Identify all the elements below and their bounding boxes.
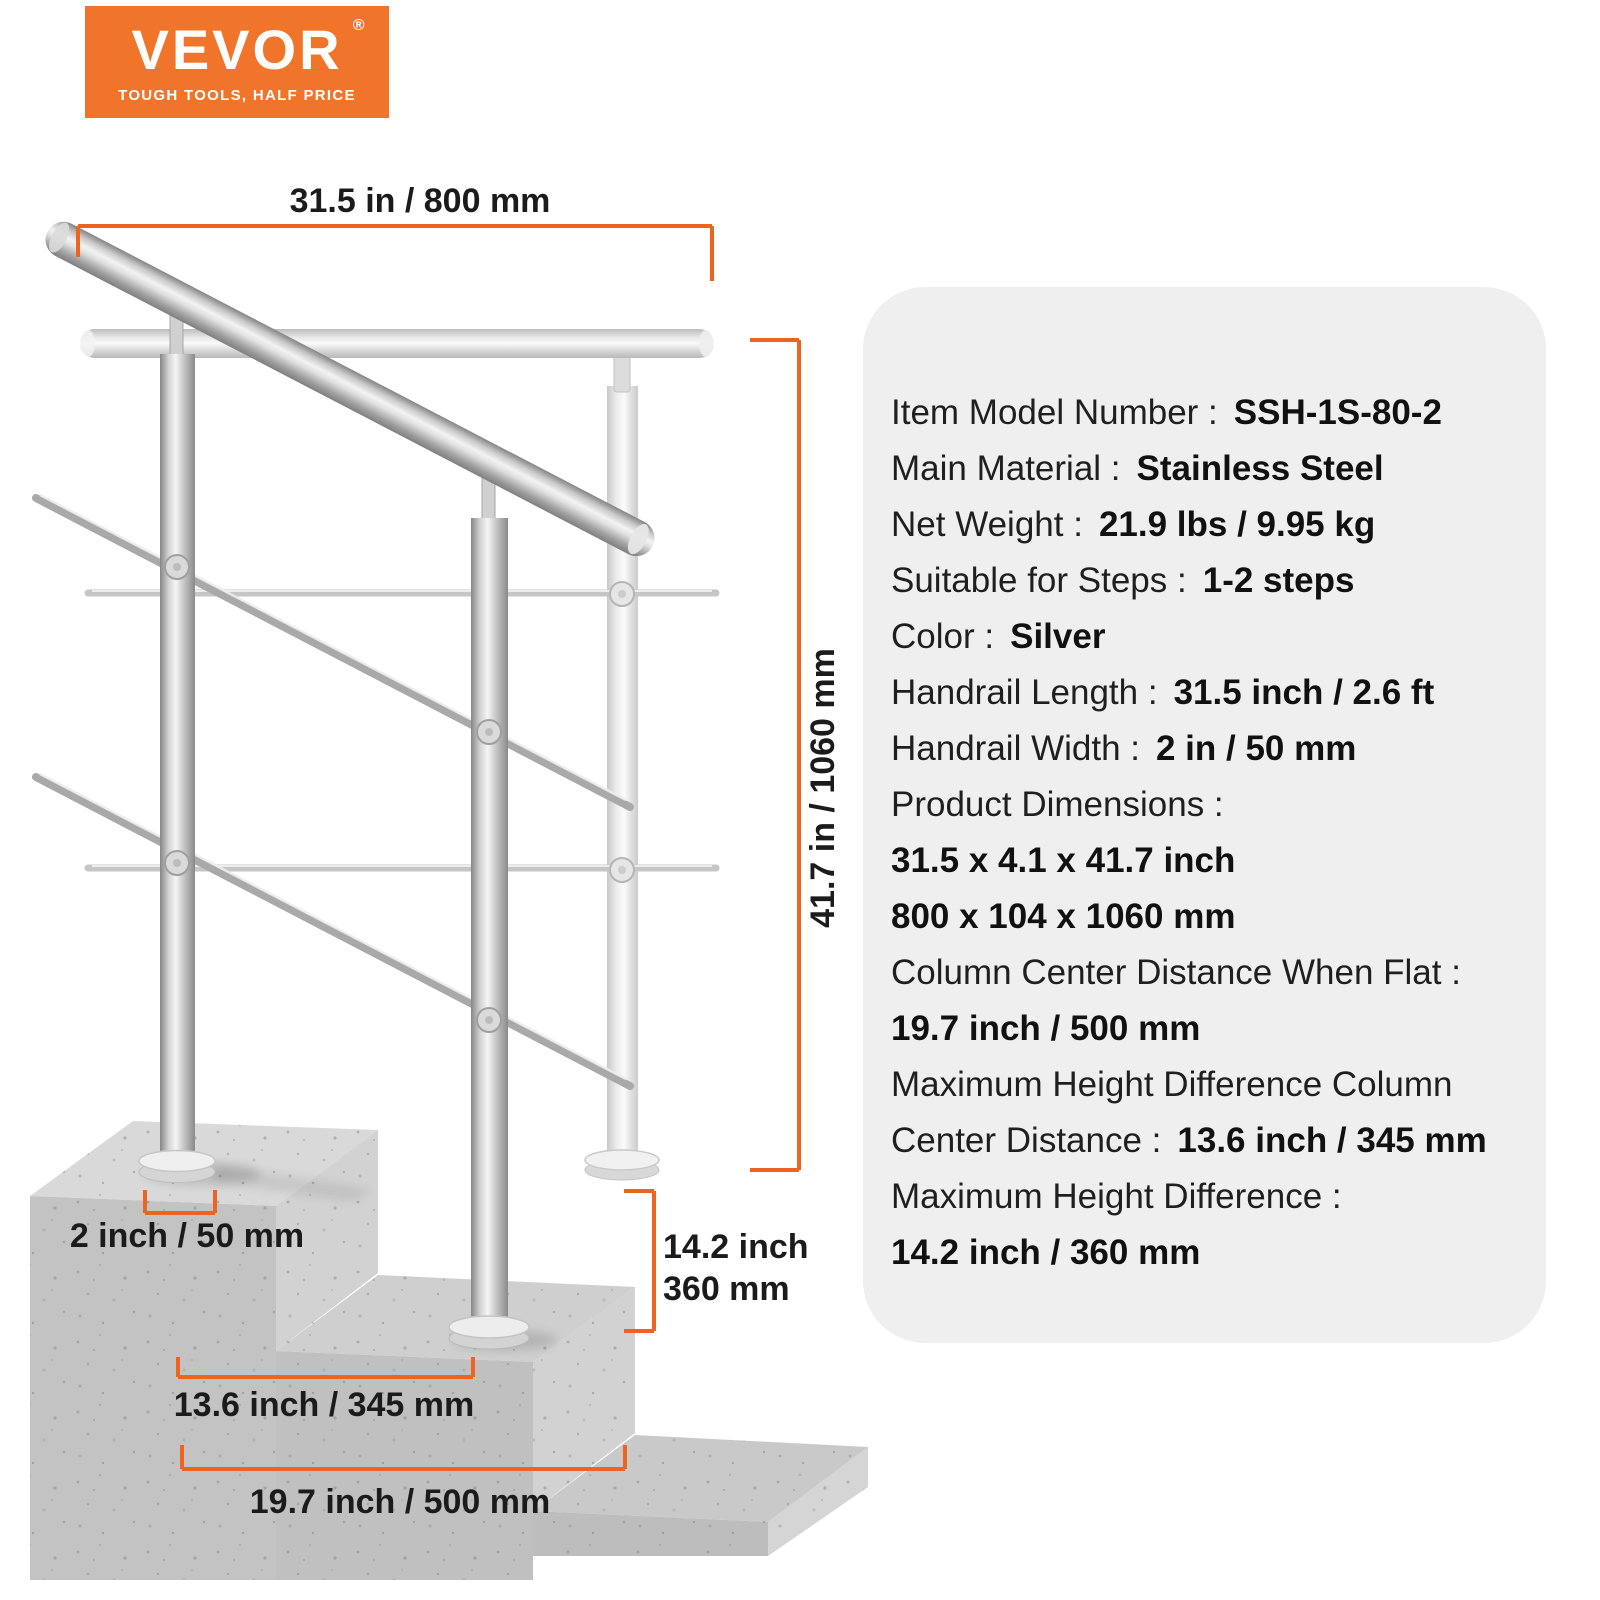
spec-line-model bbox=[891, 385, 1536, 441]
dimension-line-width bbox=[78, 226, 712, 281]
spec-label: Product Dimensions : bbox=[891, 785, 1224, 824]
spec-label: Color : bbox=[891, 617, 995, 656]
spec-value: 2 in / 50 mm bbox=[1155, 729, 1357, 768]
dimension-label-width: 31.5 in / 800 mm bbox=[289, 182, 551, 220]
spec-line-column-distance-value bbox=[891, 1001, 1536, 1057]
spec-value: 800 x 104 x 1060 mm bbox=[891, 897, 1236, 936]
spec-line-center-distance bbox=[891, 1113, 1536, 1169]
post-left bbox=[160, 354, 195, 1160]
crossbar-highlight bbox=[40, 774, 626, 1079]
spec-line-color bbox=[891, 609, 1536, 665]
bar-mount-center bbox=[173, 563, 181, 571]
ghost-bar-mount-center bbox=[618, 590, 626, 598]
spec-label: Handrail Width : bbox=[891, 729, 1140, 768]
spec-value: Stainless Steel bbox=[1136, 449, 1384, 488]
brand-tagline: TOUGH TOOLS, HALF PRICE bbox=[118, 87, 356, 104]
spec-line-dimensions-title bbox=[891, 777, 1536, 833]
spec-panel bbox=[863, 287, 1546, 1343]
spec-line-column-distance-title bbox=[891, 945, 1536, 1001]
ghost-bar-mount-center bbox=[618, 866, 626, 874]
dimension-line-height bbox=[750, 340, 799, 1170]
handrail-sloped bbox=[39, 216, 661, 563]
spec-label: Maximum Height Difference Column bbox=[891, 1065, 1453, 1104]
spec-line-width bbox=[891, 721, 1536, 777]
crossbar-diagonal bbox=[36, 777, 630, 1086]
dimension-label-flat-distance: 19.7 inch / 500 mm bbox=[249, 1483, 551, 1521]
spec-value: 19.7 inch / 500 mm bbox=[891, 1009, 1201, 1048]
spec-line-material bbox=[891, 441, 1536, 497]
spec-value: 13.6 inch / 345 mm bbox=[1177, 1121, 1487, 1160]
spec-line-steps bbox=[891, 553, 1536, 609]
base-plate-top bbox=[139, 1151, 215, 1172]
spec-value: 1-2 steps bbox=[1202, 561, 1355, 600]
spec-label: Item Model Number : bbox=[891, 393, 1218, 432]
dimension-label-height: 41.7 in / 1060 mm bbox=[804, 648, 842, 928]
spec-label: Maximum Height Difference : bbox=[891, 1177, 1342, 1216]
spec-line-length bbox=[891, 665, 1536, 721]
spec-line-max-diff-column bbox=[891, 1057, 1536, 1113]
bar-mount-center bbox=[485, 728, 493, 736]
dimension-label-base: 2 inch / 50 mm bbox=[69, 1217, 305, 1255]
spec-label: Center Distance : bbox=[891, 1121, 1162, 1160]
spec-value: SSH-1S-80-2 bbox=[1233, 393, 1442, 432]
spec-line-max-diff-title bbox=[891, 1169, 1536, 1225]
post-middle bbox=[471, 518, 508, 1325]
spec-value: Silver bbox=[1010, 617, 1106, 656]
dimension-label-step-height-2: 360 mm bbox=[663, 1270, 790, 1308]
spec-line-dimensions-inch bbox=[891, 833, 1536, 889]
spec-value: 21.9 lbs / 9.95 kg bbox=[1098, 505, 1376, 544]
brand-text: VEVOR bbox=[131, 18, 343, 81]
spec-label: Main Material : bbox=[891, 449, 1121, 488]
dimension-label-step-height-1: 14.2 inch bbox=[663, 1228, 809, 1266]
dimension-label-column-distance: 13.6 inch / 345 mm bbox=[173, 1386, 475, 1424]
spec-label: Column Center Distance When Flat : bbox=[891, 953, 1461, 992]
registered-mark: ® bbox=[352, 17, 365, 34]
crossbar-diagonal bbox=[36, 498, 630, 807]
spec-label: Suitable for Steps : bbox=[891, 561, 1187, 600]
spec-value: 31.5 x 4.1 x 41.7 inch bbox=[891, 841, 1236, 880]
ghost-rail-endcap bbox=[81, 330, 95, 357]
crossbar-highlight bbox=[40, 495, 626, 800]
spec-label: Handrail Length : bbox=[891, 673, 1158, 712]
bar-mount-center bbox=[485, 1016, 493, 1024]
ghost-rail-endcap bbox=[699, 330, 713, 357]
ghost-post bbox=[607, 386, 638, 1162]
spec-label: Net Weight : bbox=[891, 505, 1083, 544]
bar-mount-center bbox=[173, 859, 181, 867]
ghost-base-plate-top bbox=[585, 1150, 659, 1170]
spec-value: 31.5 inch / 2.6 ft bbox=[1173, 673, 1435, 712]
base-plate-top bbox=[449, 1316, 529, 1338]
spec-line-dimensions-mm bbox=[891, 889, 1536, 945]
spec-line-max-diff-value bbox=[891, 1225, 1536, 1281]
spec-value: 14.2 inch / 360 mm bbox=[891, 1233, 1201, 1272]
spec-line-weight bbox=[891, 497, 1536, 553]
